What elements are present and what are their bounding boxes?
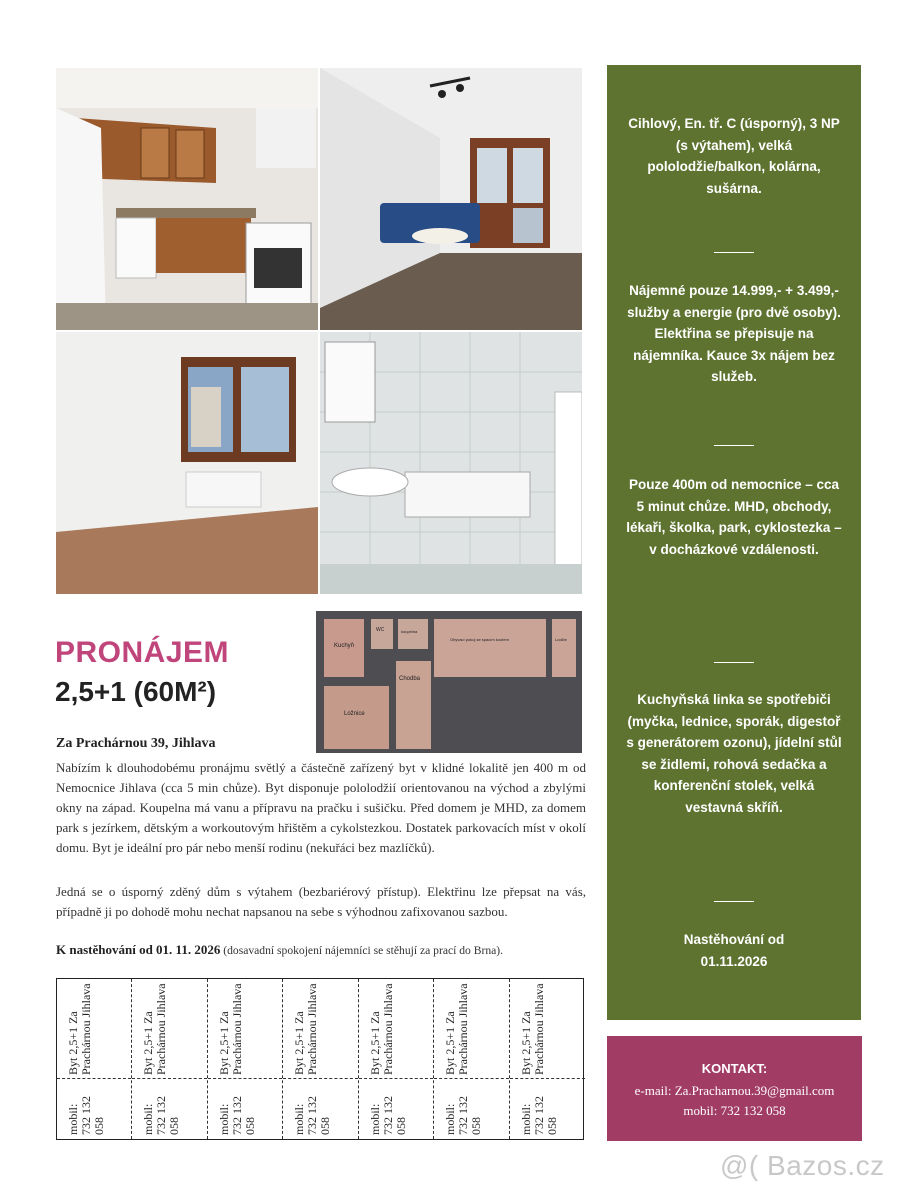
cut-line xyxy=(208,1078,282,1079)
separator xyxy=(714,252,754,253)
location-info: Pouze 400m od nemocnice – cca 5 minut chůze. MHD, obchody, lékaři, školka, park, cyklostezka – v docházkové vzdálenosti. xyxy=(626,477,842,557)
tear-off-strip xyxy=(57,979,132,1139)
tear-off-strip xyxy=(359,979,434,1139)
move-in-date: K nastěhování od 01. 11. 2026 xyxy=(56,942,221,957)
bazos-watermark: @( Bazos.cz xyxy=(720,1150,885,1181)
room-label-bathroom: koupelna xyxy=(401,629,418,634)
separator xyxy=(714,901,754,902)
tear-off-listing-text: Byt 2,5+1 Za Prachárnou Jihlava xyxy=(518,983,546,1075)
living-room-photo xyxy=(320,68,582,330)
tear-off-phone-text: mobil: 732 132 058 xyxy=(66,1096,106,1135)
tear-off-strip xyxy=(510,979,585,1139)
building-info: Cihlový, En. tř. C (úsporný), 3 NP (s výtahem), velká pololodžie/balkon, kolárna, sušárna. xyxy=(628,116,840,196)
tear-off-phone-text: mobil: 732 132 058 xyxy=(443,1096,484,1135)
address: Za Prachárnou 39, Jihlava xyxy=(56,736,216,751)
room-label-wc: WC xyxy=(376,627,385,633)
cut-line xyxy=(359,1078,433,1079)
cut-line xyxy=(57,1078,131,1079)
tear-off-phone-text: mobil: 732 132 058 xyxy=(292,1096,333,1135)
info-panel xyxy=(607,65,861,1020)
building-paragraph: Jedná se o úsporný zděný dům s výtahem (bezbariérový přístup). Elektřinu lze přepsat na vás, případně ji po dohodě mohu nechat napsanou na sebe s výhodnou zafixovanou sazbou. xyxy=(56,884,586,919)
contact-phone[interactable]: mobil: 732 132 058 xyxy=(683,1103,786,1118)
apartment-size: 2,5+1 (60M²) xyxy=(55,676,217,707)
tear-off-strips xyxy=(56,978,584,1140)
room-label-living: Obývací pokoj se spacím koutem xyxy=(450,637,509,642)
separator xyxy=(714,662,754,663)
cut-line xyxy=(283,1078,357,1079)
tear-off-listing-text: Byt 2,5+1 Za Prachárnou Jihlava xyxy=(367,983,395,1075)
tear-off-listing-text: Byt 2,5+1 Za Prachárnou Jihlava xyxy=(66,983,93,1075)
tear-off-strip xyxy=(283,979,358,1139)
tear-off-phone-text: mobil: 732 132 058 xyxy=(216,1096,257,1135)
cut-line xyxy=(510,1078,585,1079)
furnishing-info: Kuchyňská linka se spotřebiči (myčka, lednice, sporák, digestoř s generátorem ozonu), jídelní stůl se židlemi, rohová sedačka a konferenční stolek, velká vestavná skříň. xyxy=(626,692,842,815)
move-in-note: (dosavadní spokojení nájemníci se stěhují za prací do Brna). xyxy=(220,944,504,957)
tear-off-listing-text: Byt 2,5+1 Za Prachárnou Jihlava xyxy=(292,983,320,1075)
move-in-info: Nastěhování od 01.11.2026 xyxy=(683,932,785,969)
bedroom-photo xyxy=(56,332,318,594)
description-paragraph: Nabízím k dlouhodobému pronájmu světlý a částečně zařízený byt v klidné lokalitě jen 400 m od Nemocnice Jihlava (cca 5 min chůze). Byt disponuje pololodžií orientovanou na východ a zbylými okny na západ. Koupelna má vanu a přípravu na pračku i sušičku. Před domem je MHD, za domem park s jezírkem, dětským a workoutovým hřištěm a cykolstezkou. Dostatek parkovacích míst v okolí domu. Byt je ideální pro pár nebo menší rodinu (nekuřáci bez mazlíčků). xyxy=(56,760,586,855)
tear-off-strip xyxy=(208,979,283,1139)
tear-off-phone-text: mobil: 732 132 058 xyxy=(518,1096,559,1135)
cut-line xyxy=(132,1078,206,1079)
tear-off-listing-text: Byt 2,5+1 Za Prachárnou Jihlava xyxy=(141,983,169,1075)
rent-info: Nájemné pouze 14.999,- + 3.499,- služby a energie (pro dvě osoby). Elektřina se přepisuje na nájemníka. Kauce 3x nájem bez služeb. xyxy=(627,283,841,384)
tear-off-listing-text: Byt 2,5+1 Za Prachárnou Jihlava xyxy=(443,983,471,1075)
room-label-bedroom: Ložnice xyxy=(344,711,365,717)
tear-off-phone-text: mobil: 732 132 058 xyxy=(141,1096,182,1135)
room-label-kitchen: Kuchyň xyxy=(334,643,355,649)
tear-off-strip xyxy=(132,979,207,1139)
room-label-loggia: Lodžie xyxy=(555,637,567,642)
tear-off-listing-text: Byt 2,5+1 Za Prachárnou Jihlava xyxy=(216,983,244,1075)
kitchen-photo xyxy=(56,68,318,330)
cut-line xyxy=(434,1078,508,1079)
room-label-hallway: Chodba xyxy=(399,676,421,682)
page-title: PRONÁJEM xyxy=(55,636,230,669)
tear-off-strip xyxy=(434,979,509,1139)
contact-panel xyxy=(607,1036,862,1141)
contact-title: KONTAKT: xyxy=(701,1061,768,1076)
bathroom-photo xyxy=(320,332,582,594)
floor-plan xyxy=(316,611,582,753)
separator xyxy=(714,445,754,446)
contact-email[interactable]: e-mail: Za.Pracharnou.39@gmail.com xyxy=(634,1083,835,1098)
tear-off-phone-text: mobil: 732 132 058 xyxy=(367,1096,408,1135)
move-in-line xyxy=(56,942,591,958)
